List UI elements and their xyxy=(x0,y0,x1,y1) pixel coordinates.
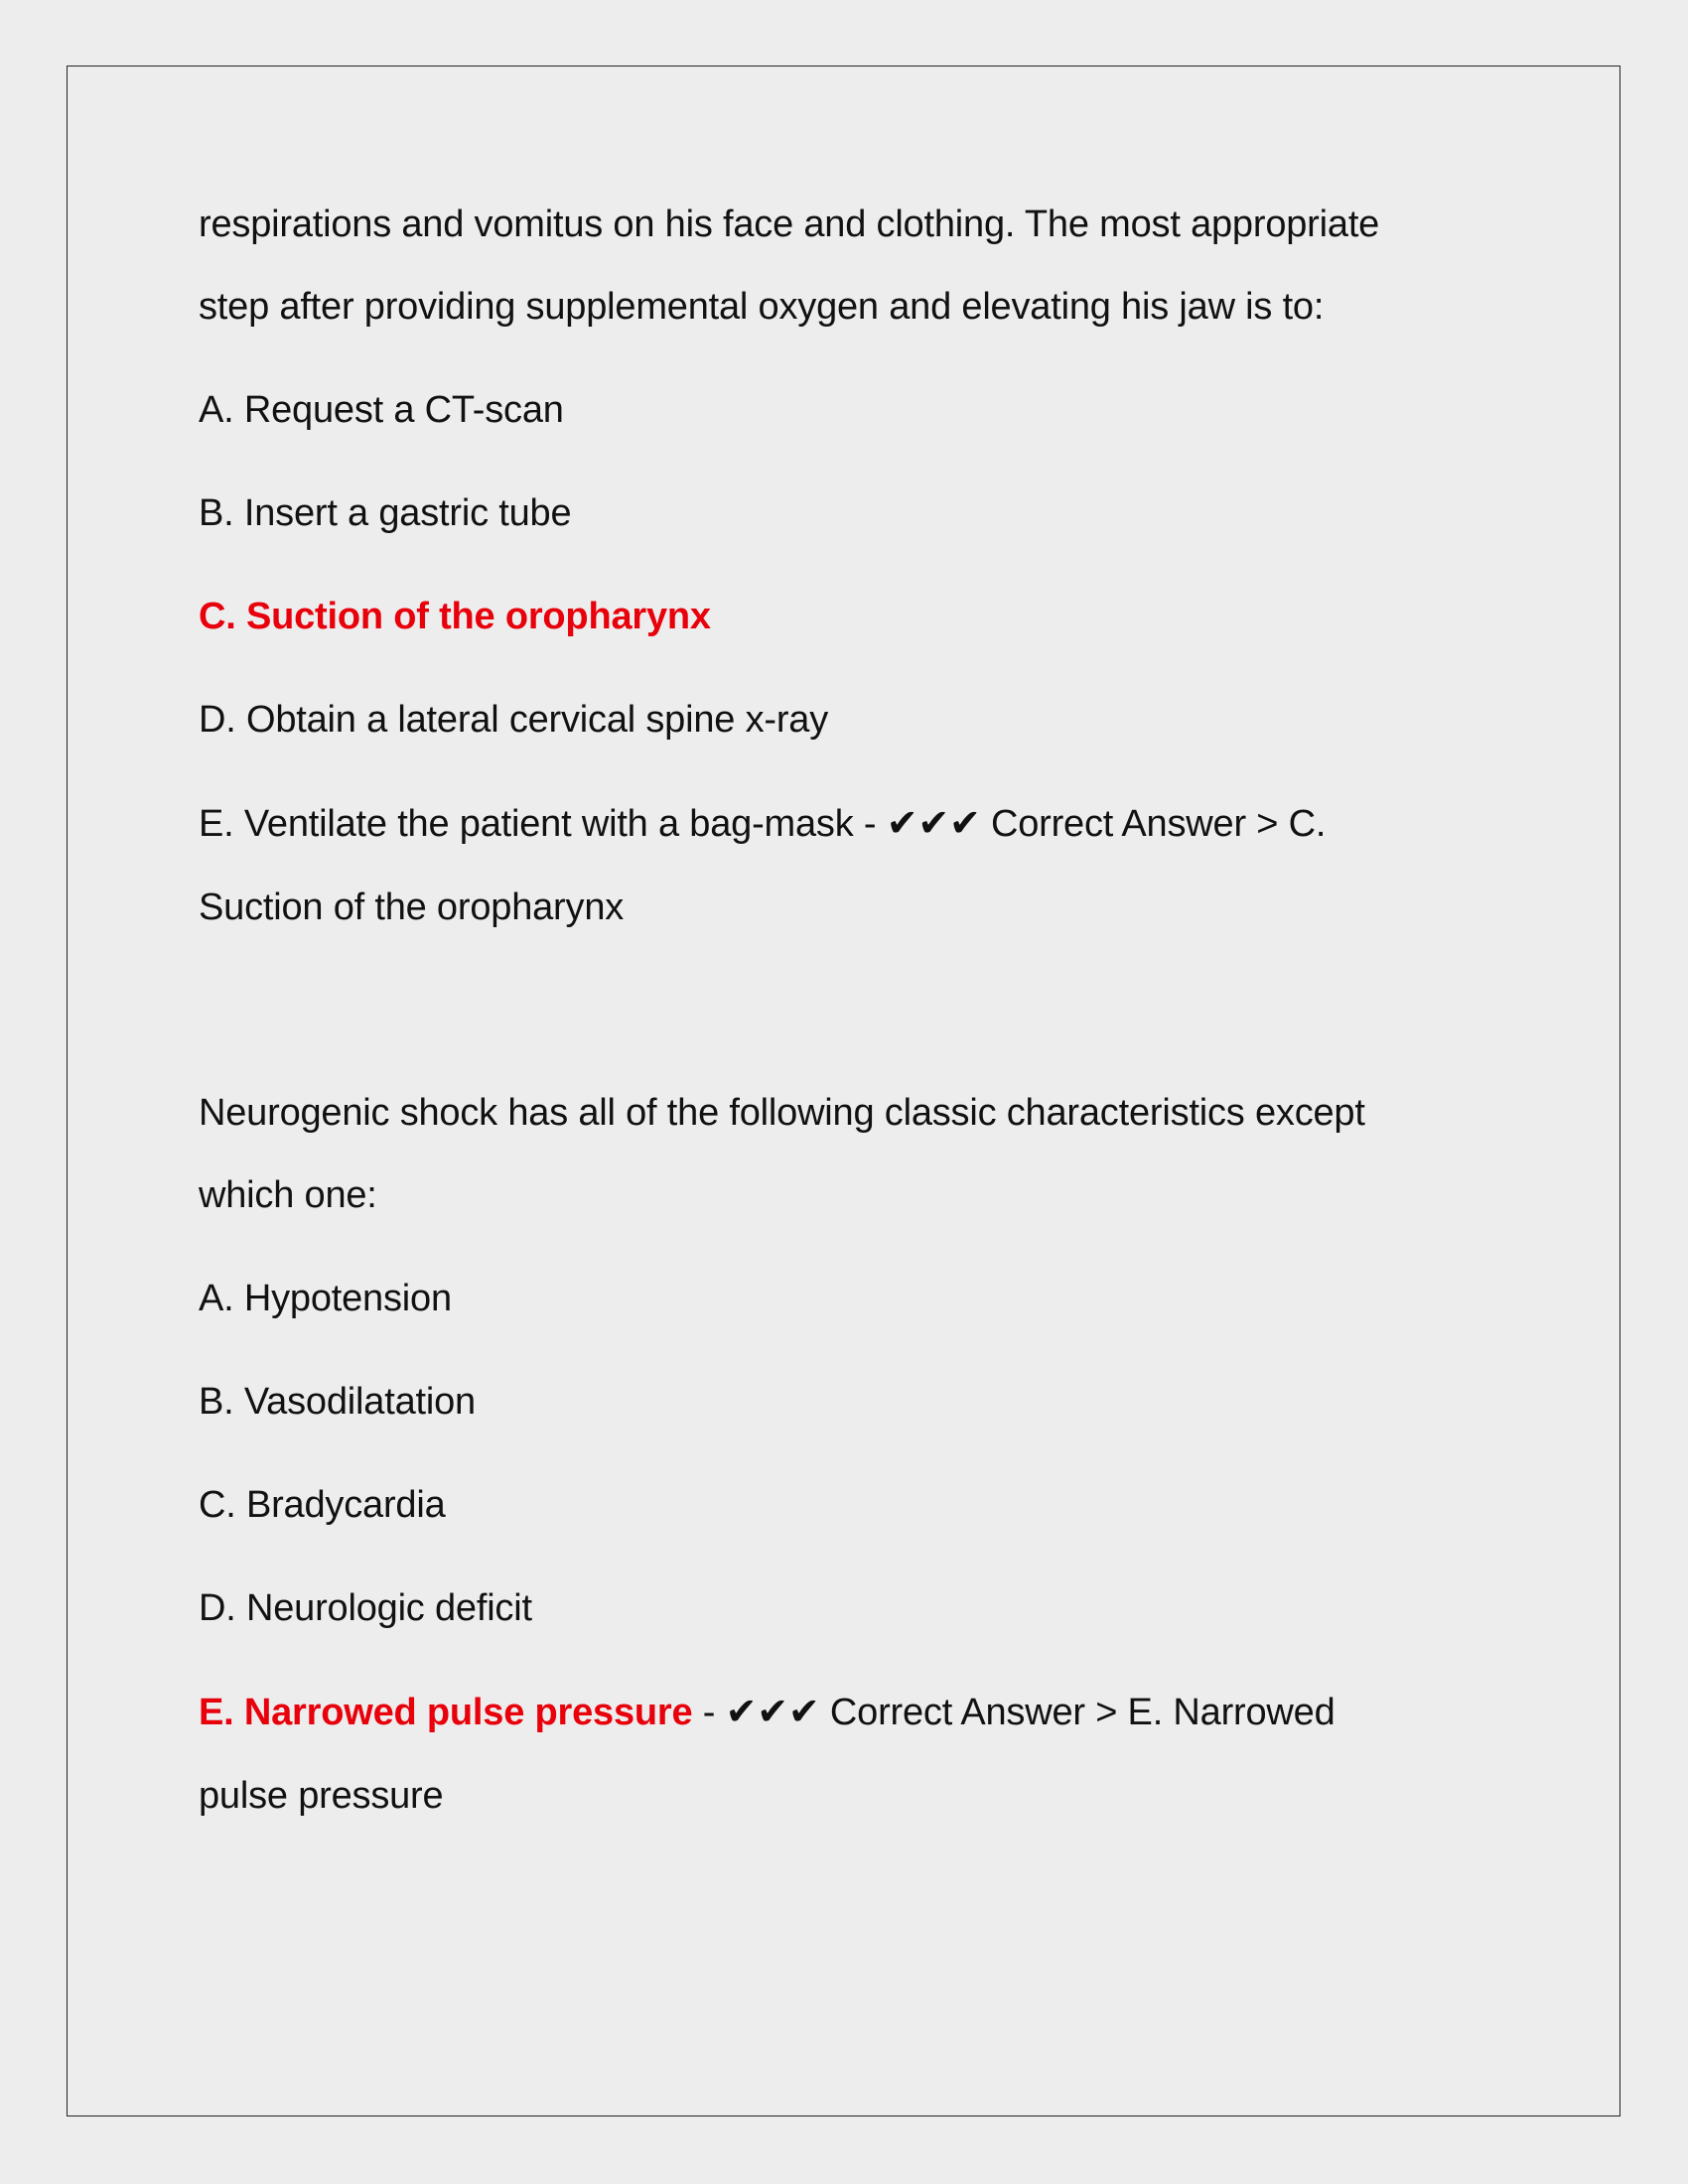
question-spacer xyxy=(199,949,1519,1072)
q1-option-e-line xyxy=(199,782,1519,867)
q1-option-c-correct: C. Suction of the oropharynx xyxy=(199,596,711,637)
document-body xyxy=(199,184,1519,1838)
question-1 xyxy=(199,184,1519,949)
q2-option-a: A. Hypotension xyxy=(199,1278,452,1319)
q2-option-d: D. Neurologic deficit xyxy=(199,1587,532,1629)
checkmark-icon: ✔✔✔ xyxy=(725,1690,820,1733)
q1-stem-line-2: step after providing supplemental oxygen and elevating his jaw is to: xyxy=(199,286,1325,328)
question-2 xyxy=(199,1072,1519,1838)
q1-correct-answer-text: Correct Answer > C. xyxy=(980,803,1327,845)
q2-option-b: B. Vasodilatation xyxy=(199,1381,476,1423)
q1-option-e: E. Ventilate the patient with a bag-mask xyxy=(199,803,854,845)
q1-option-d: D. Obtain a lateral cervical spine x-ray xyxy=(199,699,829,741)
q1-option-a: A. Request a CT-scan xyxy=(199,389,564,431)
q1-correct-answer-continued: Suction of the oropharynx xyxy=(199,887,625,928)
q2-correct-answer-text: Correct Answer > E. Narrowed xyxy=(819,1692,1336,1733)
q2-option-e-correct: E. Narrowed pulse pressure xyxy=(199,1692,693,1733)
q1-option-b: B. Insert a gastric tube xyxy=(199,492,572,534)
q2-answer-separator: - xyxy=(692,1692,726,1733)
q2-stem-line-2: which one: xyxy=(199,1174,377,1216)
q2-correct-answer-continued: pulse pressure xyxy=(199,1775,444,1817)
q2-stem-line-1: Neurogenic shock has all of the following classic characteristics except xyxy=(199,1092,1365,1134)
q1-stem-line-1: respirations and vomitus on his face and clothing. The most appropriate xyxy=(199,204,1380,245)
q2-option-e-line xyxy=(199,1671,1519,1755)
q2-option-c: C. Bradycardia xyxy=(199,1484,446,1526)
checkmark-icon: ✔✔✔ xyxy=(886,801,981,845)
q1-answer-separator: - xyxy=(853,803,887,845)
